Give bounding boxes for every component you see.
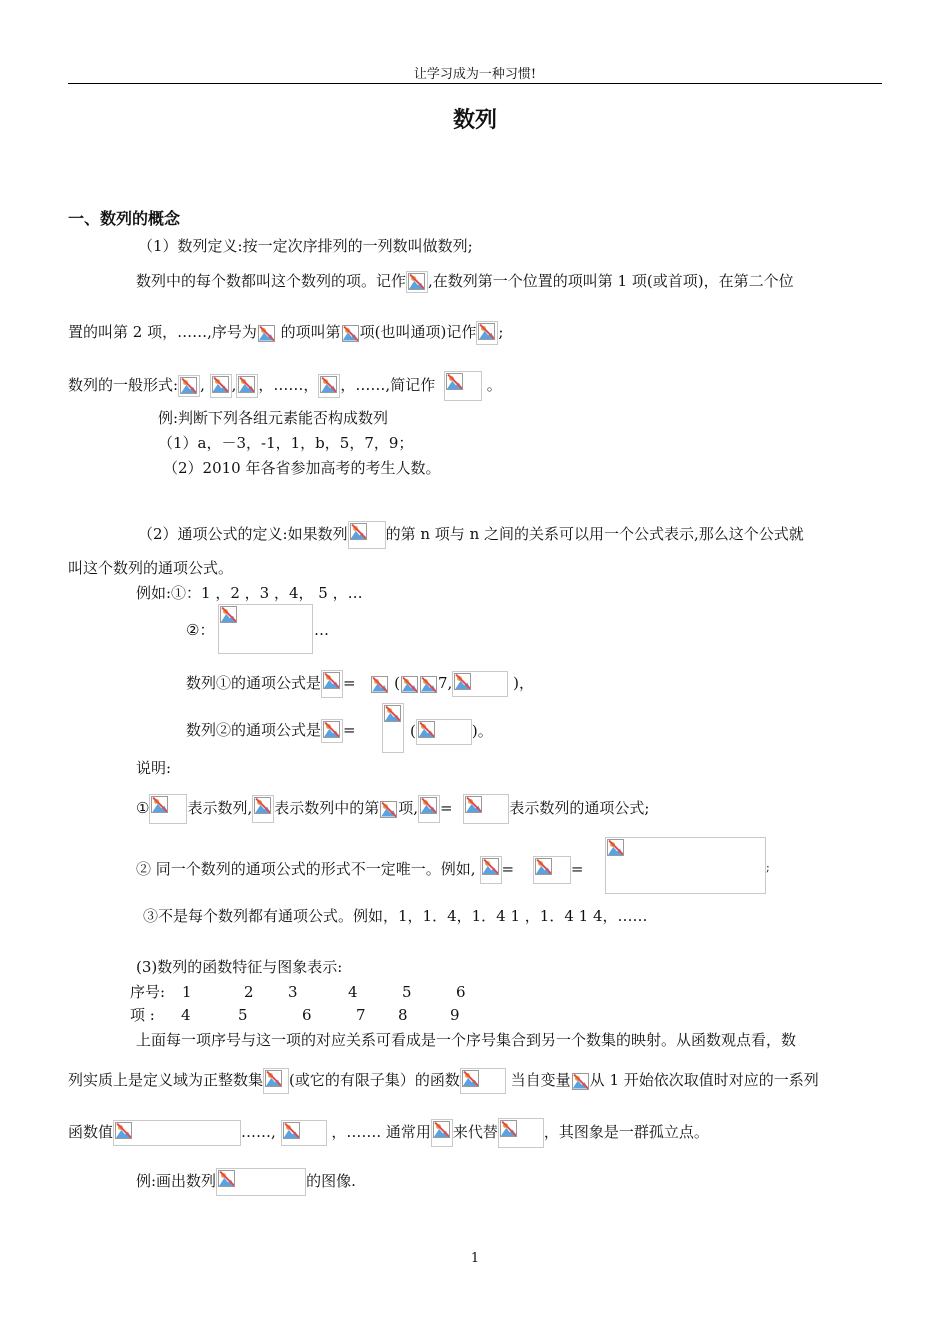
text: （2）通项公式的定义:如果数列 xyxy=(138,525,348,543)
text: ……, xyxy=(241,1123,276,1141)
row-cell: 2 xyxy=(244,983,254,1001)
broken-image-icon xyxy=(408,273,425,290)
broken-image-icon xyxy=(380,801,397,818)
text: ，……,简记作 xyxy=(340,376,436,394)
text: 7, xyxy=(438,674,453,692)
text: 函数值 xyxy=(68,1123,114,1141)
row-cell: 8 xyxy=(398,1006,408,1024)
formula-image xyxy=(452,671,508,697)
formula-image xyxy=(444,371,482,401)
formula-image xyxy=(263,1068,289,1094)
explain-line xyxy=(136,856,583,884)
broken-image-icon xyxy=(350,523,367,540)
text: 的项叫第 xyxy=(275,323,341,341)
text: 例:画出数列 xyxy=(136,1172,217,1190)
broken-image-icon xyxy=(420,797,437,814)
broken-image-icon xyxy=(151,796,168,813)
text: ，……， xyxy=(258,376,319,394)
broken-image-icon xyxy=(446,373,463,390)
paragraph-line: 上面每一项序号与这一项的对应关系可看成是一个序号集合到另一个数集的映射。从函数观点看，数 xyxy=(136,1031,797,1049)
text: 表示数列的通项公式; xyxy=(509,799,650,817)
paragraph-line xyxy=(68,1068,819,1094)
text: = xyxy=(501,860,515,878)
text: ( xyxy=(410,722,416,740)
broken-image-icon xyxy=(465,796,482,813)
text: 数列②的通项公式是 xyxy=(186,721,322,739)
text: )。 xyxy=(471,722,493,740)
formula-image xyxy=(321,670,343,698)
formula-image xyxy=(498,1118,544,1148)
formula-image xyxy=(149,794,187,824)
broken-image-icon xyxy=(218,1170,235,1187)
row-cell: 4 xyxy=(181,1006,191,1024)
text: ② 同一个数列的通项公式的形式不一定唯一。例如, xyxy=(136,860,476,878)
text: ，……. 通常用 xyxy=(331,1123,431,1141)
text: 数列的一般形式: xyxy=(68,376,179,394)
text: 从 1 开始依次取值时对应的一系列 xyxy=(589,1071,819,1089)
broken-image-icon xyxy=(115,1122,132,1139)
formula-image xyxy=(406,271,428,293)
formula-image xyxy=(281,1120,327,1146)
text: (或它的有限子集）的函数 xyxy=(289,1071,460,1089)
formula-image xyxy=(480,856,502,884)
formula-line xyxy=(186,670,534,698)
formula-image xyxy=(400,675,419,694)
text: ① xyxy=(136,799,150,817)
paragraph-line: 叫这个数列的通项公式。 xyxy=(68,559,234,577)
text: )， xyxy=(513,674,534,692)
formula-image xyxy=(236,374,258,398)
formula-image xyxy=(416,719,472,745)
example-title: 例:判断下列各组元素能否构成数列 xyxy=(158,409,389,427)
formula-image xyxy=(382,703,404,753)
text: = xyxy=(570,860,584,878)
definition-line: （1）数列定义:按一定次序排列的一列数叫做数列; xyxy=(138,237,473,255)
text: 的第 n 项与 n 之间的关系可以用一个公式表示,那么这个公式就 xyxy=(385,525,804,543)
formula-image xyxy=(419,675,438,694)
text: 表示数列, xyxy=(187,799,253,817)
formula-image xyxy=(460,1068,506,1094)
text: 。 xyxy=(486,376,502,394)
broken-image-icon xyxy=(265,1070,282,1087)
formula-image xyxy=(370,675,389,694)
formula-image xyxy=(418,795,440,823)
row-cell: 3 xyxy=(288,983,298,1001)
text: 表示数列中的第 xyxy=(274,799,380,817)
formula-line xyxy=(410,719,493,745)
text: , xyxy=(200,376,205,394)
formula-image xyxy=(379,800,398,819)
broken-image-icon xyxy=(433,1121,450,1138)
formula-image xyxy=(341,324,360,343)
example-item: （2）2010 年各省参加高考的考生人数。 xyxy=(163,459,441,477)
broken-image-icon xyxy=(401,676,418,693)
text: ，其图象是一群孤立点。 xyxy=(543,1123,709,1141)
broken-image-icon xyxy=(482,858,499,875)
text: ,在数列第一个位置的项叫第 1 项(或首项)，在第二个位 xyxy=(428,272,794,290)
formula-line xyxy=(186,719,356,743)
row-cell: 5 xyxy=(238,1006,248,1024)
section-subtitle: (3)数列的函数特征与图象表示: xyxy=(136,958,343,976)
formula-image xyxy=(348,521,386,549)
row-cell: 6 xyxy=(456,983,466,1001)
text: 项, xyxy=(398,799,419,817)
broken-image-icon xyxy=(323,721,340,738)
text: = xyxy=(343,674,356,692)
paragraph-line xyxy=(136,271,794,293)
example-line xyxy=(136,1168,356,1196)
page-title: 数列 xyxy=(452,108,497,133)
broken-image-icon xyxy=(454,673,471,690)
explain-title: 说明: xyxy=(136,759,172,777)
broken-image-icon xyxy=(254,797,271,814)
formula-image xyxy=(178,375,200,397)
text: = xyxy=(440,799,453,817)
example-item: （1）a，－3，-1，1，b，5，7，9； xyxy=(158,434,414,452)
text: 当自变量 xyxy=(510,1071,571,1089)
formula-image xyxy=(321,719,343,743)
formula-image xyxy=(533,856,571,884)
broken-image-icon xyxy=(220,606,237,623)
text: 来代替 xyxy=(452,1123,498,1141)
broken-image-icon xyxy=(462,1070,479,1087)
broken-image-icon xyxy=(418,721,435,738)
formula-image xyxy=(476,321,498,345)
example-label: ②： xyxy=(186,621,215,639)
broken-image-icon xyxy=(283,1122,300,1139)
text: 数列①的通项公式是 xyxy=(186,674,322,692)
text: = xyxy=(343,721,356,739)
section-heading: 一、数列的概念 xyxy=(68,209,181,228)
broken-image-icon xyxy=(258,325,275,342)
text: ; xyxy=(498,323,504,341)
formula-image xyxy=(210,374,232,398)
row-label: 序号: xyxy=(130,983,166,1001)
broken-image-icon xyxy=(212,376,229,393)
row-cell: 6 xyxy=(302,1006,312,1024)
broken-image-icon xyxy=(572,1073,589,1090)
broken-image-icon xyxy=(180,377,197,394)
formula-image xyxy=(113,1120,241,1146)
text: ( xyxy=(394,674,401,692)
row-cell: 7 xyxy=(356,1006,366,1024)
broken-image-icon xyxy=(535,858,552,875)
row-label: 项 : xyxy=(130,1006,155,1024)
text: 数列中的每个数都叫这个数列的项。记作 xyxy=(136,272,407,290)
broken-image-icon xyxy=(323,672,340,689)
paragraph-line xyxy=(138,521,804,549)
broken-image-icon xyxy=(420,676,437,693)
paragraph-line xyxy=(68,1118,709,1148)
text: 的图像. xyxy=(306,1172,356,1190)
row-cell: 1 xyxy=(182,983,192,1001)
example-line: 例如:①：1 ，2 ，3 ，4， 5 ，… xyxy=(136,584,363,602)
sequence-row-term xyxy=(130,1005,610,1025)
explain-line xyxy=(136,794,649,824)
formula-image xyxy=(463,794,509,824)
broken-image-icon xyxy=(500,1120,517,1137)
header-motto: 让学习成为一种习惯! xyxy=(413,67,537,82)
broken-image-icon xyxy=(342,325,359,342)
broken-image-icon xyxy=(371,676,388,693)
text: , xyxy=(231,376,237,394)
formula-image xyxy=(605,837,766,894)
broken-image-icon xyxy=(478,323,495,340)
formula-image xyxy=(318,374,340,398)
explain-line: ③不是每个数列都有通项公式。例如，1，1．4，1．4 1 ，1．4 1 4，…… xyxy=(143,907,648,925)
formula-image xyxy=(257,324,276,343)
page-number: 1 xyxy=(470,1251,480,1266)
broken-image-icon xyxy=(238,376,255,393)
broken-image-icon xyxy=(384,705,401,722)
text: 项(也叫通项)记作 xyxy=(359,323,477,341)
header-rule xyxy=(68,83,882,84)
formula-image xyxy=(252,795,274,823)
formula-image xyxy=(218,604,313,654)
text: … xyxy=(314,621,329,639)
broken-image-icon xyxy=(320,376,337,393)
paragraph-line xyxy=(68,321,503,345)
formula-image xyxy=(216,1168,306,1196)
sequence-row-index xyxy=(130,982,610,1002)
row-cell: 5 xyxy=(402,983,412,1001)
formula-image xyxy=(431,1119,453,1147)
row-cell: 9 xyxy=(450,1006,460,1024)
formula-image xyxy=(571,1072,590,1091)
broken-image-icon xyxy=(607,839,624,856)
paragraph-line xyxy=(68,371,502,401)
row-cell: 4 xyxy=(348,983,358,1001)
text: 置的叫第 2 项，……,序号为 xyxy=(68,323,257,341)
text: 列实质上是定义域为正整数集 xyxy=(68,1071,264,1089)
text: ; xyxy=(766,861,770,874)
